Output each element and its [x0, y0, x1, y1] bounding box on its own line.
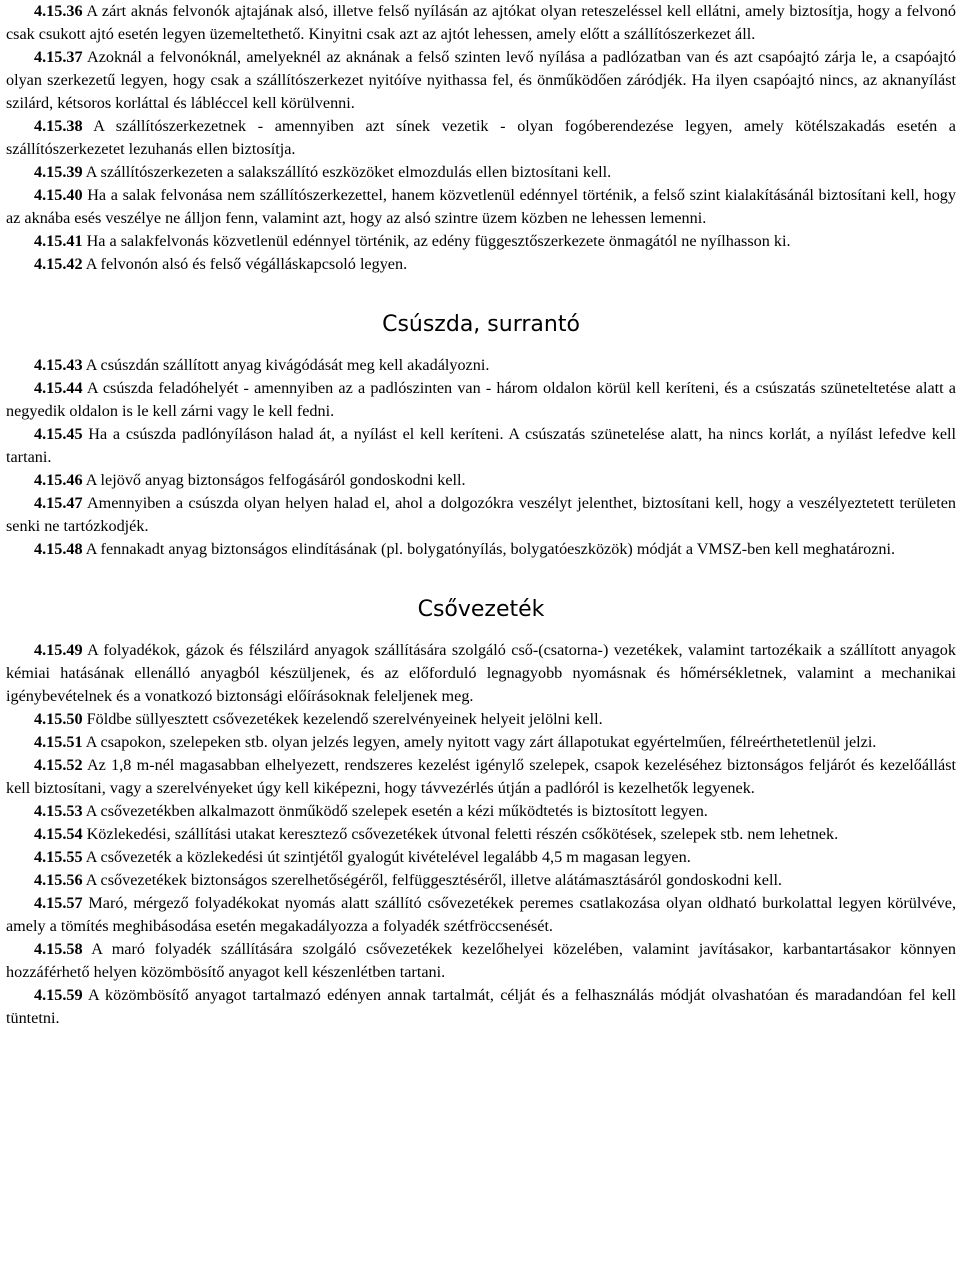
- paragraph-4-15-45: [6, 423, 956, 469]
- paragraph-4-15-46: [6, 469, 956, 492]
- paragraph-text: Ha a salak felvonása nem szállítószerkezettel, hanem közvetlenül edénnyel történik, a felső szint kialakításánál biztosítani kell, hogy az aknába esés veszélye ne álljon fenn, valamint azt, hogy az alsó szintre üzem közben ne lehessen lemenni.: [6, 186, 956, 227]
- paragraph-4-15-59: [6, 984, 956, 1030]
- paragraph-4-15-57: [6, 892, 956, 938]
- paragraph-text: A csúszdán szállított anyag kivágódását meg kell akadályozni.: [82, 356, 490, 374]
- paragraph-text: A felvonón alsó és felső végálláskapcsoló legyen.: [82, 255, 408, 273]
- paragraph-4-15-55: [6, 846, 956, 869]
- paragraph-4-15-49: [6, 639, 956, 708]
- paragraph-number: 4.15.56: [34, 871, 83, 889]
- paragraph-number: 4.15.43: [34, 356, 83, 374]
- paragraph-number: 4.15.58: [34, 940, 83, 958]
- paragraph-number: 4.15.40: [34, 186, 83, 204]
- paragraph-text: Földbe süllyesztett csővezetékek kezelendő szerelvényeinek helyeit jelölni kell.: [82, 710, 603, 728]
- paragraph-number: 4.15.50: [34, 710, 83, 728]
- paragraph-4-15-40: [6, 184, 956, 230]
- paragraph-4-15-52: [6, 754, 956, 800]
- paragraph-number: 4.15.45: [34, 425, 83, 443]
- paragraph-text: Ha a salakfelvonás közvetlenül edénnyel történik, az edény függesztőszerkezete önmagától ne nyílhasson ki.: [82, 232, 791, 250]
- paragraph-text: A zárt aknás felvonók ajtajának alsó, illetve felső nyílásán az ajtókat olyan reteszeléssel kell ellátni, amely biztosítja, hogy a felvonó csak csukott ajtó esetén legyen üzemeltethető. Kinyitni csak azt az ajtót lehessen, amely előtt a szállítószerkezet áll.: [6, 2, 956, 43]
- paragraph-text: A maró folyadék szállítására szolgáló csővezetékek kezelőhelyei közelében, valamint javításakor, karbantartásakor könnyen hozzáférhető helyen közömbösítő anyagot kell készenlétben tartani.: [6, 940, 956, 981]
- paragraph-number: 4.15.46: [34, 471, 83, 489]
- paragraph-number: 4.15.54: [34, 825, 83, 843]
- paragraph-number: 4.15.49: [34, 641, 83, 659]
- paragraph-number: 4.15.36: [34, 2, 83, 20]
- paragraph-number: 4.15.52: [34, 756, 83, 774]
- paragraph-text: A szállítószerkezeten a salakszállító eszközöket elmozdulás ellen biztosítani kell.: [82, 163, 612, 181]
- paragraph-text: Közlekedési, szállítási utakat keresztező csővezetékek útvonal feletti részén csőkötések, szelepek stb. nem lehetnek.: [82, 825, 839, 843]
- paragraph-4-15-54: [6, 823, 956, 846]
- paragraph-number: 4.15.53: [34, 802, 83, 820]
- paragraph-number: 4.15.39: [34, 163, 83, 181]
- paragraph-text: Az 1,8 m-nél magasabban elhelyezett, rendszeres kezelést igénylő szelepek, csapok kezeléséhez biztonságos feljárót és kezelőállást kell biztosítani, vagy a szerelvényeket úgy kell kiképezni, hogy távvezérlés útján a padlóról is kezelhetők legyenek.: [6, 756, 956, 797]
- paragraph-text: A lejövő anyag biztonságos felfogásáról gondoskodni kell.: [82, 471, 466, 489]
- paragraph-text: Amennyiben a csúszda olyan helyen halad el, ahol a dolgozókra veszélyt jelenthet, biztosítani kell, hogy a veszélyeztetett területen senki ne tartózkodjék.: [6, 494, 956, 535]
- paragraph-4-15-44: [6, 377, 956, 423]
- paragraph-4-15-38: [6, 115, 956, 161]
- paragraph-4-15-58: [6, 938, 956, 984]
- paragraph-text: Ha a csúszda padlónyíláson halad át, a nyílást el kell keríteni. A csúszatás szünetelése alatt, ha nincs korlát, a nyílást lefedve kell tartani.: [6, 425, 956, 466]
- paragraph-number: 4.15.55: [34, 848, 83, 866]
- paragraph-4-15-56: [6, 869, 956, 892]
- paragraph-number: 4.15.42: [34, 255, 83, 273]
- paragraph-4-15-47: [6, 492, 956, 538]
- paragraph-text: Azoknál a felvonóknál, amelyeknél az aknának a felső szinten levő nyílása a padlózatban van és azt csapóajtó zárja le, a csapóajtó olyan szerkezetű legyen, hogy csak a szállítószerkezet nyitóíve nyithassa fel, és önműködően záródjék. Ha ilyen csapóajtó nincs, az aknanyílást szilárd, kétsoros korláttal és lábléccel kell körülvenni.: [6, 48, 956, 112]
- paragraph-number: 4.15.44: [34, 379, 83, 397]
- section-heading-csovezetek: Csővezeték: [417, 597, 545, 622]
- paragraph-number: 4.15.47: [34, 494, 83, 512]
- paragraph-4-15-48: [6, 538, 956, 561]
- paragraph-number: 4.15.38: [34, 117, 83, 135]
- section-csovezetek: [6, 595, 956, 1030]
- paragraph-text: A csővezeték a közlekedési út szintjétől gyalogút kivételével legalább 4,5 m magasan legyen.: [82, 848, 691, 866]
- paragraph-number: 4.15.59: [34, 986, 83, 1004]
- paragraph-4-15-42: [6, 253, 956, 276]
- section-heading-csuszda: Csúszda, surrantó: [382, 312, 580, 337]
- paragraph-text: A szállítószerkezetnek - amennyiben azt sínek vezetik - olyan fogóberendezése legyen, amely kötélszakadás esetén a szállítószerkezetet lezuhanás ellen biztosítja.: [6, 117, 956, 158]
- paragraph-text: A csővezetékek biztonságos szerelhetőségéről, felfüggesztéséről, illetve alátámasztásáról gondoskodni kell.: [82, 871, 782, 889]
- paragraph-number: 4.15.41: [34, 232, 83, 250]
- paragraph-number: 4.15.57: [34, 894, 83, 912]
- paragraph-4-15-53: [6, 800, 956, 823]
- paragraph-4-15-41: [6, 230, 956, 253]
- paragraph-text: A csapokon, szelepeken stb. olyan jelzés legyen, amely nyitott vagy zárt állapotukat egyértelműen, félreérthetetlenül jelzi.: [82, 733, 877, 751]
- paragraph-4-15-36: [6, 0, 956, 46]
- paragraph-4-15-39: [6, 161, 956, 184]
- paragraph-4-15-50: [6, 708, 956, 731]
- paragraph-text: A fennakadt anyag biztonságos elindításának (pl. bolygatónyílás, bolygatóeszközök) módját a VMSZ-ben kell meghatározni.: [82, 540, 896, 558]
- paragraph-number: 4.15.51: [34, 733, 83, 751]
- paragraph-number: 4.15.37: [34, 48, 83, 66]
- paragraph-text: Maró, mérgező folyadékokat nyomás alatt szállító csővezetékek peremes csatlakozása olyan oldható burkolattal legyen körülvéve, amely a tömítés meghibásodása esetén megakadályozza a folyadék szétfröccsenését.: [6, 894, 956, 935]
- paragraph-text: A folyadékok, gázok és félszilárd anyagok szállítására szolgáló cső-(csatorna-) vezetékek, valamint tartozékaik a szállított anyagok kémiai hatásának ellenálló anyagból készüljenek, és az előforduló legnagyobb nyomásnak és hőmérsékletnek, valamint a mechanikai igénybevételnek és a vonatkozó biztonsági előírásoknak feleljenek meg.: [6, 641, 956, 705]
- section-felvono: [6, 0, 956, 276]
- section-csuszda: [6, 310, 956, 561]
- paragraph-4-15-43: [6, 354, 956, 377]
- paragraph-text: A csúszda feladóhelyét - amennyiben az a padlószinten van - három oldalon körül kell keríteni, és a csúszatás szüneteltetése alatt a negyedik oldalon is le kell zárni vagy le kell fedni.: [6, 379, 956, 420]
- paragraph-text: A közömbösítő anyagot tartalmazó edényen annak tartalmát, célját és a felhasználás módját olvashatóan és maradandóan fel kell tüntetni.: [6, 986, 956, 1027]
- paragraph-number: 4.15.48: [34, 540, 83, 558]
- paragraph-4-15-51: [6, 731, 956, 754]
- paragraph-text: A csővezetékben alkalmazott önműködő szelepek esetén a kézi működtetés is biztosított legyen.: [82, 802, 708, 820]
- paragraph-4-15-37: [6, 46, 956, 115]
